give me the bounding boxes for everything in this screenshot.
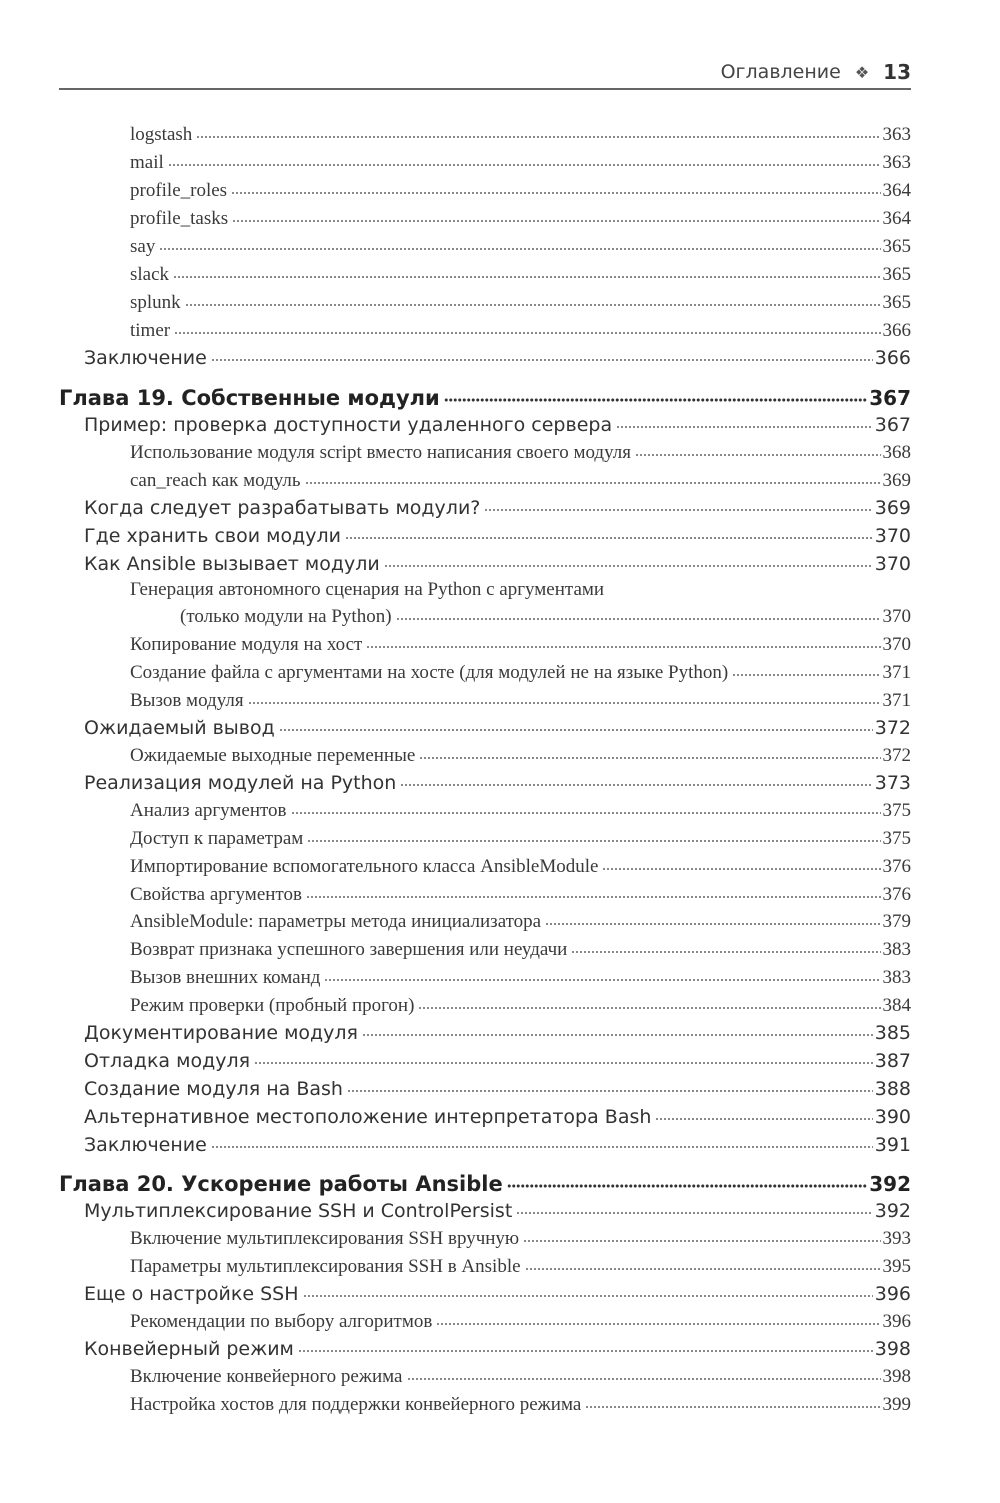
toc-entry-title: Конвейерный режим: [84, 1338, 294, 1360]
toc-entry-page: 363: [882, 124, 911, 145]
toc-entry-page: 366: [874, 347, 911, 369]
toc-entry-title: Реализация модулей на Python: [84, 772, 397, 794]
dot-leader: [248, 700, 881, 706]
toc-entry-title: timer: [130, 320, 171, 341]
dot-leader: [396, 616, 881, 622]
toc-entry-title: Включение мультиплексирования SSH вручную: [130, 1228, 520, 1249]
toc-entry-page: 366: [882, 320, 911, 341]
toc-entry-title: Когда следует разрабатывать модули?: [84, 497, 481, 519]
toc-entry[interactable]: [0, 878, 1000, 906]
toc-entry-title: Документирование модуля: [84, 1022, 358, 1044]
dot-leader: [516, 1210, 872, 1216]
toc-entry-page: 365: [882, 264, 911, 285]
toc-entry-title: Доступ к параметрам: [130, 828, 304, 849]
dot-leader: [585, 1404, 880, 1410]
dot-leader: [345, 535, 873, 541]
toc-entry-title: Анализ аргументов: [130, 800, 287, 821]
toc-entry[interactable]: [0, 286, 1000, 314]
dot-leader: [419, 755, 880, 761]
toc-entry-title: Режим проверки (пробный прогон): [130, 995, 415, 1016]
toc-entry-page: 393: [882, 1228, 911, 1249]
toc-entry-page: 373: [874, 772, 911, 794]
toc-entry-page: 371: [882, 690, 911, 711]
dot-leader: [306, 894, 881, 900]
running-header: [59, 58, 911, 90]
toc-entry-title: Вызов внешних команд: [130, 967, 321, 988]
dot-leader: [196, 134, 880, 140]
toc-entry-title: logstash: [130, 124, 193, 145]
toc-entry-page: 372: [874, 717, 911, 739]
toc-entry-title: Копирование модуля на хост: [130, 634, 363, 655]
toc-entry-page: 372: [882, 745, 911, 766]
toc-entry[interactable]: [0, 258, 1000, 286]
toc-entry-title: Заключение: [84, 1134, 207, 1156]
toc-entry[interactable]: [0, 491, 1000, 519]
toc-entry-page: 369: [882, 470, 911, 491]
toc-entry-title: Еще о настройке SSH: [84, 1283, 299, 1305]
toc-entry[interactable]: [0, 1222, 1000, 1250]
toc-entry[interactable]: [0, 202, 1000, 230]
toc-entry-page: 384: [882, 995, 911, 1016]
toc-entry-title: Вызов модуля: [130, 690, 244, 711]
chapter-title: Глава 20. Ускорение работы Ansible: [59, 1172, 503, 1196]
header-page-number: 13: [883, 60, 911, 84]
dot-leader: [173, 274, 880, 280]
toc-entry-page: 396: [874, 1283, 911, 1305]
toc-entry-page: 370: [874, 553, 911, 575]
toc-entry-title: AnsibleModule: параметры метода инициализатора: [130, 911, 542, 932]
toc-entry[interactable]: [0, 314, 1000, 342]
dot-leader: [444, 397, 867, 403]
toc-entry-page: 376: [882, 856, 911, 877]
toc-entry[interactable]: [0, 933, 1000, 961]
toc-entry[interactable]: [0, 174, 1000, 202]
toc-entry-page: 388: [874, 1078, 911, 1100]
toc-entry-page: 375: [882, 828, 911, 849]
toc-entry[interactable]: [0, 408, 1000, 436]
chapter-page: 367: [869, 386, 911, 410]
toc-entry-page: 376: [882, 884, 911, 905]
toc-entry-page: 390: [874, 1106, 911, 1128]
dot-leader: [635, 452, 881, 458]
toc-entry-page: 370: [882, 606, 911, 627]
toc-entry[interactable]: [0, 905, 1000, 933]
dot-leader: [400, 782, 872, 788]
dot-leader: [185, 302, 881, 308]
toc-entry-page: 370: [882, 634, 911, 655]
dot-leader: [298, 1348, 873, 1354]
toc-entry[interactable]: [0, 711, 1000, 739]
toc-entry[interactable]: [0, 341, 1000, 369]
dot-leader: [324, 977, 880, 983]
toc-entry-page: 368: [882, 442, 911, 463]
toc-entry-title: Рекомендации по выбору алгоритмов: [130, 1311, 433, 1332]
toc-entry[interactable]: [0, 1100, 1000, 1128]
toc-entry-title: Настройка хостов для поддержки конвейерного режима: [130, 1394, 582, 1415]
toc-entry-page: 364: [882, 180, 911, 201]
dot-leader: [362, 1032, 873, 1038]
toc-entry[interactable]: [0, 1072, 1000, 1100]
dot-leader: [418, 1005, 880, 1011]
dot-leader: [303, 1293, 873, 1299]
toc-entry-page: 370: [874, 525, 911, 547]
dot-leader: [732, 672, 880, 678]
toc-entry-page: 367: [874, 414, 911, 436]
dot-leader: [211, 357, 873, 363]
toc-entry[interactable]: [0, 464, 1000, 492]
toc-entry-title: Заключение: [84, 347, 207, 369]
toc-entry-title: can_reach как модуль: [130, 470, 301, 491]
toc-entry-title: Использование модуля script вместо написания своего модуля: [130, 442, 631, 463]
toc-entry-title: Ожидаемые выходные переменные: [130, 745, 416, 766]
dot-leader: [279, 727, 873, 733]
chapter-title: Глава 19. Собственные модули: [59, 386, 440, 410]
toc-entry-title: Создание файла с аргументами на хосте (для модулей не на языке Python): [130, 662, 729, 683]
dot-leader: [254, 1060, 873, 1066]
toc-entry-title: splunk: [130, 292, 181, 313]
dot-leader: [307, 838, 880, 844]
toc-entry[interactable]: [0, 794, 1000, 822]
toc-entry-page: 396: [882, 1311, 911, 1332]
toc-entry-title: Ожидаемый вывод: [84, 717, 275, 739]
toc-entry[interactable]: [0, 989, 1000, 1017]
toc-entry[interactable]: [0, 1305, 1000, 1333]
toc-entry[interactable]: [0, 146, 1000, 174]
toc-entry-page: 392: [874, 1200, 911, 1222]
toc-entry-title: (только модули на Python): [180, 606, 392, 627]
toc-entry-page: 379: [882, 911, 911, 932]
toc-entry[interactable]: [0, 118, 1000, 146]
dot-leader: [168, 162, 881, 168]
dot-leader: [436, 1321, 880, 1327]
toc-entry-title: profile_roles: [130, 180, 228, 201]
toc-entry-page: 375: [882, 800, 911, 821]
toc-entry-title: Параметры мультиплексирования SSH в Ansible: [130, 1256, 521, 1277]
toc-entry[interactable]: [0, 230, 1000, 258]
toc-entry[interactable]: [0, 656, 1000, 684]
toc-entry-title: profile_tasks: [130, 208, 229, 229]
toc-entry-title: Возврат признака успешного завершения или неудачи: [130, 939, 568, 960]
toc-entry-page: 371: [882, 662, 911, 683]
toc-entry[interactable]: [0, 1194, 1000, 1222]
toc-entry-title: mail: [130, 152, 164, 173]
toc-entry[interactable]: [0, 850, 1000, 878]
toc-chapter-entry[interactable]: [0, 378, 1000, 410]
toc-entry-page: 395: [882, 1256, 911, 1277]
toc-entry-title: say: [130, 236, 156, 257]
chapter-page: 392: [869, 1172, 911, 1196]
toc-entry[interactable]: [0, 766, 1000, 794]
dot-leader: [366, 644, 880, 650]
toc-entry-page: 364: [882, 208, 911, 229]
toc-entry-page: 398: [874, 1338, 911, 1360]
toc-entry-page: 383: [882, 967, 911, 988]
toc-entry[interactable]: [0, 547, 1000, 575]
toc-entry[interactable]: [0, 1128, 1000, 1156]
toc-entry[interactable]: [0, 739, 1000, 767]
dot-leader: [232, 218, 880, 224]
toc-entry-title: Как Ansible вызывает модули: [84, 553, 380, 575]
dot-leader: [571, 949, 880, 955]
toc-entry-title: Отладка модуля: [84, 1050, 251, 1072]
toc-entry-title: slack: [130, 264, 170, 285]
toc-entry[interactable]: [0, 1332, 1000, 1360]
header-content: [721, 60, 911, 84]
toc-entry[interactable]: [0, 1360, 1000, 1388]
toc-entry-page: 387: [874, 1050, 911, 1072]
toc-entry-title: Создание модуля на Bash: [84, 1078, 343, 1100]
ornament-icon: ❖: [854, 62, 870, 82]
toc-entry-page: 363: [882, 152, 911, 173]
dot-leader: [174, 330, 880, 336]
toc-entry-page: 365: [882, 236, 911, 257]
toc-entry[interactable]: [0, 436, 1000, 464]
dot-leader: [384, 563, 873, 569]
toc-entry-page: 383: [882, 939, 911, 960]
toc-entry[interactable]: [0, 1277, 1000, 1305]
toc-entry[interactable]: [0, 684, 1000, 712]
toc-entry-title: Включение конвейерного режима: [130, 1366, 403, 1387]
dot-leader: [602, 866, 880, 872]
toc-entry-title: Мультиплексирование SSH и ControlPersist: [84, 1200, 513, 1222]
toc-entry-title: Пример: проверка доступности удаленного сервера: [84, 414, 613, 436]
toc-entry-title: Импортирование вспомогательного класса AnsibleModule: [130, 856, 599, 877]
dot-leader: [616, 424, 873, 430]
toc-entry[interactable]: [0, 1044, 1000, 1072]
toc-entry-title: Где хранить свои модули: [84, 525, 341, 547]
toc-entry-page: 399: [882, 1394, 911, 1415]
toc-entry[interactable]: [0, 1250, 1000, 1278]
dot-leader: [159, 246, 880, 252]
dot-leader: [231, 190, 880, 196]
dot-leader: [347, 1088, 873, 1094]
header-section-title: Оглавление: [720, 61, 841, 83]
toc-entry-title: Альтернативное местоположение интерпретатора Bash: [84, 1106, 652, 1128]
toc-entry-page: 369: [874, 497, 911, 519]
toc-entry-page: 398: [882, 1366, 911, 1387]
toc-entry-title: Генерация автономного сценария на Python с аргументами: [130, 579, 605, 600]
toc-entry[interactable]: [0, 961, 1000, 989]
toc-entry[interactable]: [0, 1388, 1000, 1416]
toc-entry[interactable]: [0, 628, 1000, 656]
dot-leader: [545, 921, 880, 927]
dot-leader: [291, 810, 881, 816]
dot-leader: [523, 1238, 880, 1244]
dot-leader: [655, 1116, 872, 1122]
toc-entry[interactable]: [0, 1016, 1000, 1044]
toc-entry-title: Свойства аргументов: [130, 884, 302, 905]
toc-entry-continued[interactable]: [0, 573, 1000, 601]
toc-entry-page: 365: [882, 292, 911, 313]
dot-leader: [211, 1144, 873, 1150]
dot-leader: [484, 507, 872, 513]
dot-leader: [305, 480, 881, 486]
toc-entry[interactable]: [0, 519, 1000, 547]
toc-chapter-entry[interactable]: [0, 1164, 1000, 1196]
dot-leader: [525, 1266, 881, 1272]
dot-leader: [507, 1183, 868, 1189]
toc-entry-page: 391: [874, 1134, 911, 1156]
toc-entry[interactable]: [0, 822, 1000, 850]
toc-entry-page: 385: [874, 1022, 911, 1044]
toc-entry[interactable]: [0, 600, 1000, 628]
dot-leader: [407, 1376, 881, 1382]
